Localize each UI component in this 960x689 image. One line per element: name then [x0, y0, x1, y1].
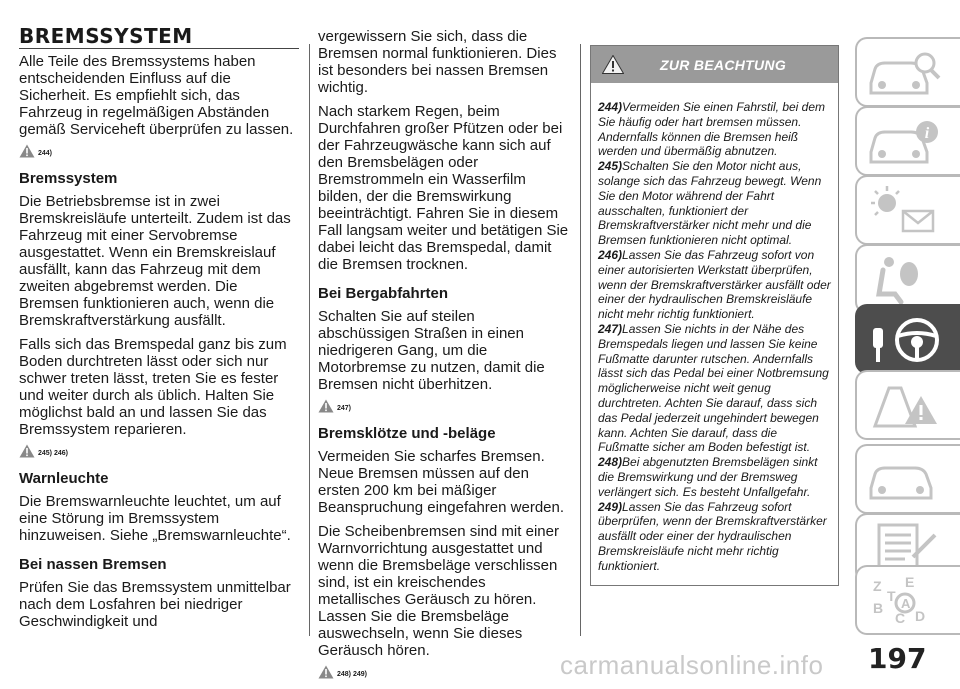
svg-text:B: B: [873, 600, 884, 616]
tab-lights-message[interactable]: [855, 175, 960, 245]
note-title: ZUR BEACHTUNG: [660, 56, 787, 73]
tab-car-search[interactable]: [855, 37, 960, 107]
key-steering-wheel-icon: [865, 312, 945, 368]
svg-text:C: C: [895, 610, 906, 626]
warning-reference: [318, 399, 570, 413]
warning-triangle-icon: [19, 444, 35, 458]
svg-text:A: A: [901, 596, 911, 611]
paragraph: vergewissern Sie sich, dass die Bremsen normal funktionieren. Dies ist besonders bei nassen Bremsen wichtig.: [318, 28, 557, 96]
tab-key-steering-wheel[interactable]: [855, 304, 960, 374]
car-wrench-icon: [865, 452, 945, 508]
alphabet-index-icon: [865, 573, 945, 629]
svg-text:D: D: [915, 608, 926, 624]
tab-car-info[interactable]: [855, 106, 960, 176]
warning-reference: [318, 665, 570, 679]
heading-bremskloetze: Bremsklötze und -beläge: [318, 425, 496, 442]
paragraph: Die Betriebsbremse ist in zwei Bremskreisläufe unterteilt. Zudem ist das Fahrzeug mit einer Servobremse ausgestattet. Wenn ein Bremskreislauf ausfällt, kann das Fahrzeug mit dem zweiten abgebremst werden. Die Bremsen funktionieren auch, wenn die Bremskraftverstärkung ausfällt.: [19, 193, 291, 329]
lights-message-icon: [865, 183, 945, 239]
heading-warnleuchte: Warnleuchte: [19, 470, 109, 487]
note-item: [598, 500, 831, 574]
note-item-text: Lassen Sie das Fahrzeug sofort von einer autorisierten Werkstatt überprüfen, wenn der Bremskraftverstärker ausfällt oder einer der hydraulischen Bremskreisläufe nicht mehr richtig funktioniert.: [598, 247, 831, 322]
watermark: carmanualsonline.info: [560, 650, 824, 680]
paragraph: Die Scheibenbremsen sind mit einer Warnvorrichtung ausgestattet und wenn die Bremsbeläge verschlissen sind, ist ein kreischendes metallisches Geräusch zu hören. Lassen Sie die Bremsbeläge auswechseln, wenn Sie dieses Geräusch hören.: [318, 523, 559, 659]
warning-triangle-icon: [602, 55, 624, 74]
column-divider: [580, 44, 581, 636]
page-number: 197: [868, 642, 927, 675]
heading-bremssystem: Bremssystem: [19, 170, 118, 187]
airbag-seat-icon: [865, 252, 945, 308]
intro-paragraph: Alle Teile des Bremssystems haben entscheidenden Einfluss auf die Sicherheit. Es empfiehlt sich, das Fahrzeug in regelmäßigen Abständen gemäß Serviceheft überprüfen zu lassen.: [19, 53, 294, 138]
note-header: [591, 46, 838, 83]
warning-note-box: [590, 45, 839, 586]
note-item-text: Lassen Sie das Fahrzeug sofort überprüfen, wenn der Bremskraftverstärker ausfällt oder einer der hydraulischen Bremskreisläufe nicht mehr richtig funktioniert.: [598, 499, 827, 573]
column-divider: [309, 44, 310, 636]
svg-text:i: i: [924, 125, 930, 142]
warning-triangle-icon: [19, 144, 35, 158]
paragraph: Die Bremswarnleuchte leuchtet, um auf eine Störung im Bremssystem hinzuweisen. Siehe „Bremswarnleuchte“.: [19, 493, 291, 544]
tab-warning-road[interactable]: [855, 370, 960, 440]
warning-reference: [19, 144, 299, 158]
note-body: [591, 83, 838, 574]
heading-nasse-bremsen: Bei nassen Bremsen: [19, 556, 167, 573]
warning-triangle-icon: [318, 665, 334, 679]
note-item: [598, 159, 831, 248]
reference-number: 247): [337, 405, 352, 412]
warning-reference: [19, 444, 299, 458]
svg-text:T: T: [887, 588, 896, 604]
car-info-icon: [865, 114, 945, 170]
svg-text:E: E: [905, 574, 915, 590]
paragraph: Falls sich das Bremspedal ganz bis zum Boden durchtreten lässt oder sich nur schwer treten lässt, treten Sie es fester und weiter durch als üblich. Halten Sie möglichst bald an und lassen Sie das Bremssystem reparieren.: [19, 336, 287, 438]
svg-text:Z: Z: [873, 578, 882, 594]
note-item-number: 245): [598, 159, 623, 174]
column-left: [19, 24, 299, 630]
note-item-text: Schalten Sie den Motor nicht aus, solange sich das Fahrzeug bewegt. Wenn Sie den Motor während der Fahrt ausschalten, funktioniert der Bremskraftverstärker nicht mehr und die Bremsen funktionieren nicht optimal.: [598, 159, 822, 248]
column-middle: [318, 28, 570, 689]
heading-bergabfahrten: Bei Bergabfahrten: [318, 285, 449, 302]
warning-triangle-icon: [318, 399, 334, 413]
note-item-text: Vermeiden Sie einen Fahrstil, bei dem Sie häufig oder hart bremsen müssen. Andernfalls können die Bremsen heiß werden und übermäßig abnutzen.: [598, 100, 826, 159]
note-item-text: Lassen Sie nichts in der Nähe des Bremspedals liegen und lassen Sie keine Fußmatte darunter rutschen. Andernfalls lässt sich das Pedal bei einer Notbremsung möglicherweise nicht weit genug durchtreten. Achten Sie darauf, dass sich das Pedal jederzeit ungehindert bewegen kann. Achten Sie darauf, dass die Fußmatte sicher am Boden befestigt ist.: [598, 321, 829, 455]
note-item-number: 248): [598, 455, 623, 470]
note-item-number: 249): [598, 499, 623, 514]
note-item-number: 244): [598, 100, 623, 114]
warning-road-icon: [865, 378, 945, 434]
paragraph: Prüfen Sie das Bremssystem unmittelbar nach dem Losfahren bei niedriger Geschwindigkeit und: [19, 579, 291, 630]
tab-alphabet-index[interactable]: [855, 565, 960, 635]
note-item: [598, 455, 831, 499]
reference-number: 248) 249): [337, 671, 367, 678]
paragraph: Vermeiden Sie scharfes Bremsen. Neue Bremsen müssen auf den ersten 200 km bei mäßiger Beanspruchung eingefahren werden.: [318, 448, 565, 516]
note-item-number: 246): [598, 247, 623, 262]
reference-number: 244): [38, 150, 53, 157]
note-item: [598, 100, 831, 159]
tab-car-wrench[interactable]: [855, 444, 960, 514]
paragraph: Nach starkem Regen, beim Durchfahren großer Pfützen oder bei der Fahrzeugwäsche kann sich auf den Bremsbelägen oder Bremstrommeln ein Wasserfilm bilden, der die Bremswirkung beeinträchtigt. Fahren Sie in diesem Fall langsam weiter und betätigen Sie dabei leicht das Bremspedal, damit die Bremsen trocknen.: [318, 103, 569, 273]
note-item: [598, 248, 831, 322]
note-item-number: 247): [598, 321, 623, 336]
reference-number: 245) 246): [38, 450, 68, 457]
note-item-text: Bei abgenutzten Bremsbelägen sinkt die Bremswirkung und der Bremsweg verlängert sich. Es besteht Unfallgefahr.: [598, 455, 818, 499]
page-title: BREMSSYSTEM: [19, 28, 299, 49]
paragraph: Schalten Sie auf steilen abschüssigen Straßen in einen niedrigeren Gang, um die Motorbremse zu nutzen, damit die Bremsen nicht überhitzen.: [318, 308, 545, 393]
note-item: [598, 322, 831, 455]
car-search-icon: [865, 45, 945, 101]
